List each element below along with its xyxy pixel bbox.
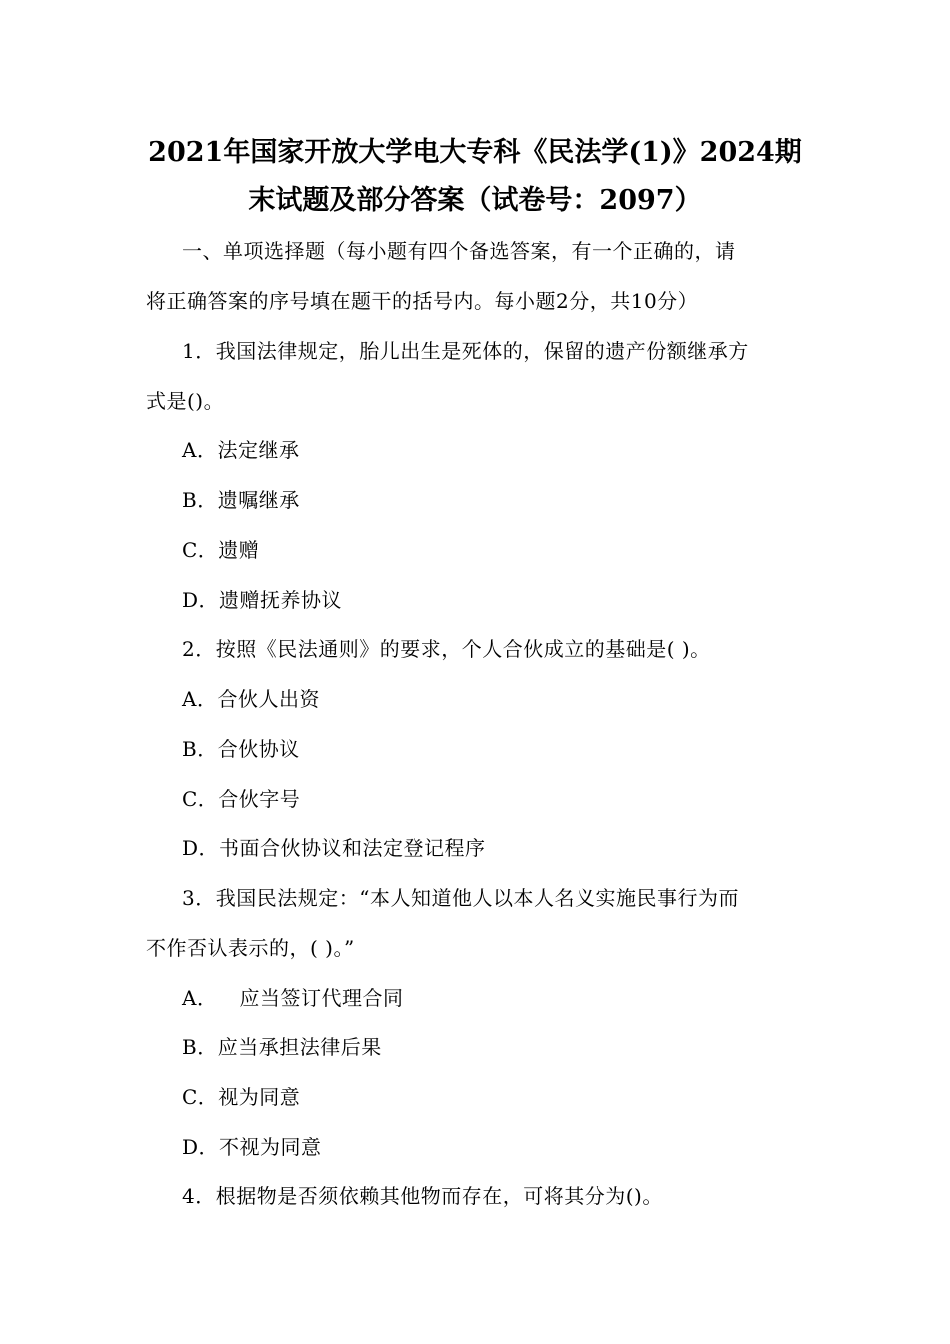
question-3-option-b: B．应当承担法律后果	[182, 1035, 382, 1059]
question-2-option-a: A．合伙人出资	[182, 687, 320, 711]
question-1-option-b: B．遗嘱继承	[182, 488, 300, 512]
question-3-stem-line-2: 不作否认表示的，( )。”	[146, 936, 355, 960]
document-title-line-1: 2021年国家开放大学电大专科《民法学(1)》2024期	[148, 137, 802, 168]
question-2-option-d: D．书面合伙协议和法定登记程序	[182, 836, 486, 860]
document-title-line-2: 末试题及部分答案（试卷号：2097）	[248, 185, 702, 216]
question-2-option-b: B．合伙协议	[182, 737, 300, 761]
question-1-option-c: C．遗赠	[182, 538, 260, 562]
question-1-stem-line-1: 1．我国法律规定，胎儿出生是死体的，保留的遗产份额继承方	[182, 339, 749, 363]
question-4-stem-line-1: 4．根据物是否须依赖其他物而存在，可将其分为()。	[182, 1184, 663, 1208]
question-3-stem-line-1: 3．我国民法规定：“本人知道他人以本人名义实施民事行为而	[182, 886, 739, 910]
section-heading-line-2: 将正确答案的序号填在题干的括号内。每小题2分，共10分）	[146, 289, 699, 313]
question-3-option-c: C．视为同意	[182, 1085, 301, 1109]
question-1-option-d: D．遗赠抚养协议	[182, 588, 343, 612]
question-3-option-d: D．不视为同意	[182, 1135, 322, 1159]
question-1-stem-line-2: 式是()。	[146, 389, 225, 413]
question-3-option-a	[182, 984, 403, 1012]
question-3-option-a-prefix: A．	[182, 986, 218, 1010]
question-3-option-a-text: 应当签订代理合同	[239, 986, 404, 1010]
question-2-option-c: C．合伙字号	[182, 787, 301, 811]
section-heading-line-1: 一、单项选择题（每小题有四个备选答案，有一个正确的，请	[182, 239, 736, 263]
question-1-option-a: A．法定继承	[182, 438, 300, 462]
question-2-stem-line-1: 2．按照《民法通则》的要求，个人合伙成立的基础是( )。	[182, 637, 711, 661]
